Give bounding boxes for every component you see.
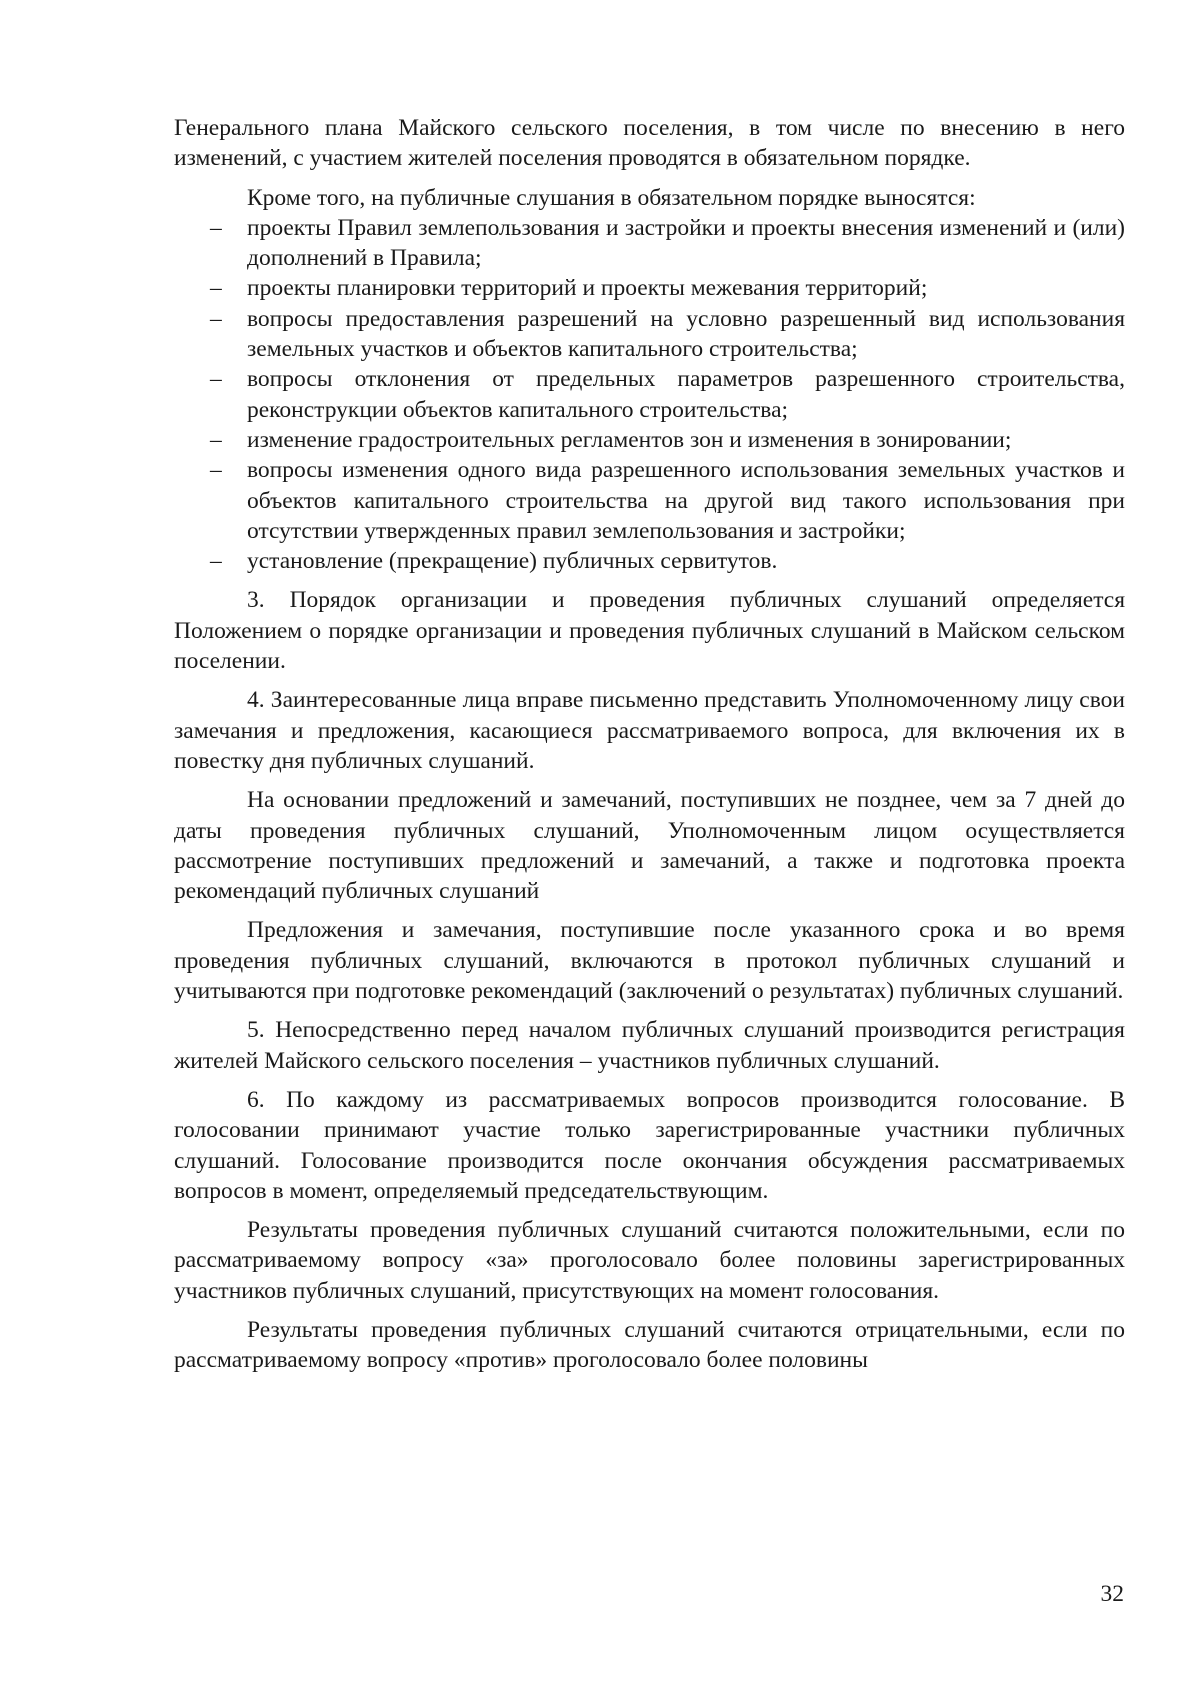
dash-bullet: – bbox=[210, 305, 222, 332]
dash-bullet: – bbox=[210, 366, 222, 393]
list-item-text: изменение градостроительных регламентов зон и изменения в зонировании; bbox=[247, 426, 1012, 453]
list-item bbox=[174, 546, 1125, 576]
intro-paragraph: Генерального плана Майского сельского поселения, в том числе по внесению в него изменений, с участием жителей поселения проводятся в обязательном порядке. bbox=[174, 115, 1125, 172]
mandatory-topics-list bbox=[174, 213, 1125, 577]
list-item bbox=[174, 425, 1125, 455]
list-item bbox=[174, 455, 1125, 546]
list-item-text: проекты Правил землепользования и застройки и проекты внесения изменений и (или) дополнений в Правила; bbox=[247, 214, 1125, 272]
positive-results-paragraph: Результаты проведения публичных слушаний считаются положительными, если по рассматриваемому вопросу «за» проголосовало более половины зарегистрированных участников публичных слушаний, присутствующих на момент голосования. bbox=[174, 1217, 1125, 1304]
section-5-paragraph: 5. Непосредственно перед началом публичных слушаний производится регистрация жителей Майского сельского поселения – участников публичных слушаний. bbox=[174, 1017, 1125, 1074]
dash-bullet: – bbox=[210, 275, 222, 302]
list-item bbox=[174, 273, 1125, 303]
section-4-paragraph: 4. Заинтересованные лица вправе письменно представить Уполномоченному лицу свои замечания и предложения, касающиеся рассматриваемого вопроса, для включения их в повестку дня публичных слушаний. bbox=[174, 687, 1125, 774]
list-item bbox=[174, 213, 1125, 274]
list-item-text: вопросы изменения одного вида разрешенного использования земельных участков и объектов капитального строительства на другой вид такого использования при отсутствии утвержденных правил землепользования и застройки; bbox=[247, 457, 1125, 544]
section-3-paragraph: 3. Порядок организации и проведения публичных слушаний определяется Положением о порядке организации и проведения публичных слушаний в Майском сельском поселении. bbox=[174, 587, 1125, 675]
list-item-text: вопросы предоставления разрешений на условно разрешенный вид использования земельных участков и объектов капитального строительства; bbox=[247, 305, 1125, 363]
section-6-paragraph: 6. По каждому из рассматриваемых вопросов производится голосование. В голосовании принимают участие только зарегистрированные участники публичных слушаний. Голосование производится после окончания обсуждения рассматриваемых вопросов в момент, определяемый председательствующим. bbox=[174, 1086, 1125, 1204]
list-item bbox=[174, 364, 1125, 425]
list-item-text: установление (прекращение) публичных сервитутов. bbox=[247, 548, 778, 575]
negative-results-paragraph: Результаты проведения публичных слушаний считаются отрицательными, если по рассматриваемому вопросу «против» проголосовало более половины bbox=[174, 1316, 1125, 1374]
document-body bbox=[174, 113, 1125, 1376]
list-item-text: проекты планировки территорий и проекты межевания территорий; bbox=[247, 275, 928, 302]
dash-bullet: – bbox=[210, 214, 222, 241]
dash-bullet: – bbox=[210, 457, 222, 484]
proposals-review-paragraph: На основании предложений и замечаний, поступивших не позднее, чем за 7 дней до даты проведения публичных слушаний, Уполномоченным лицом осуществляется рассмотрение поступивших предложений и замечаний, а также и подготовка проекта рекомендаций публичных слушаний bbox=[174, 787, 1125, 905]
list-item bbox=[174, 304, 1125, 365]
page-number: 32 bbox=[1100, 1581, 1124, 1607]
dash-bullet: – bbox=[210, 548, 222, 575]
mandatory-hearings-paragraph: Кроме того, на публичные слушания в обязательном порядке выносятся: bbox=[247, 184, 976, 211]
list-item-text: вопросы отклонения от предельных параметров разрешенного строительства, реконструкции объектов капитального строительства; bbox=[247, 366, 1125, 423]
late-proposals-paragraph: Предложения и замечания, поступившие после указанного срока и во время проведения публичных слушаний, включаются в протокол публичных слушаний и учитываются при подготовке рекомендаций (заключений о результатах) публичных слушаний. bbox=[174, 917, 1125, 1005]
dash-bullet: – bbox=[210, 426, 222, 453]
